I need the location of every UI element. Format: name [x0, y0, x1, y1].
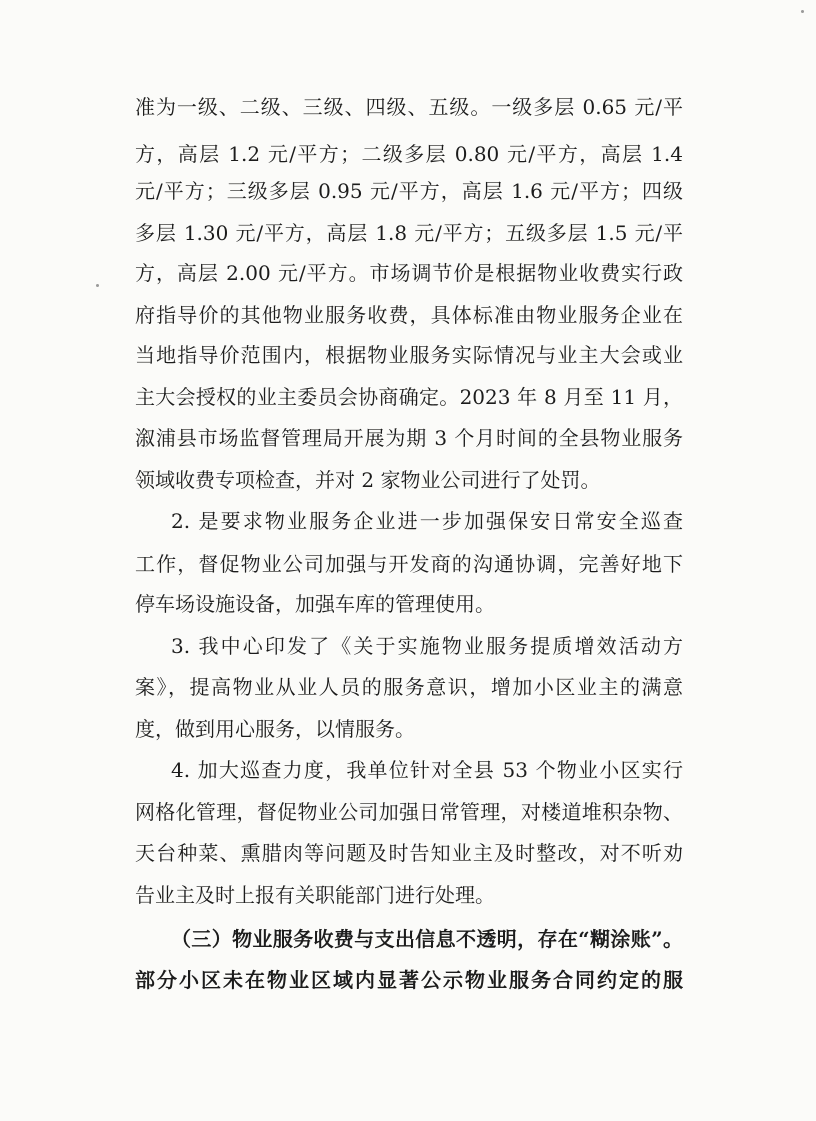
text-line: 方，高层 2.00 元/平方。市场调节价是根据物业收费实行政 [135, 261, 683, 285]
text-line: 3. 我中心印发了《关于实施物业服务提质增效活动方 [171, 634, 683, 658]
text-line: 府指导价的其他物业服务收费，具体标准由物业服务企业在 [135, 303, 683, 327]
text-line: 网格化管理，督促物业公司加强日常管理，对楼道堆积杂物、 [135, 800, 683, 824]
text-line: 工作，督促物业公司加强与开发商的沟通协调，完善好地下 [135, 552, 683, 576]
text-line: 2. 是要求物业服务企业进一步加强保安日常安全巡查 [171, 509, 683, 533]
text-line: 停车场设施设备，加强车库的管理使用。 [135, 592, 495, 616]
text-line: 溆浦县市场监督管理局开展为期 3 个月时间的全县物业服务 [135, 426, 683, 450]
text-line: 天台种菜、熏腊肉等问题及时告知业主及时整改，对不听劝 [135, 841, 683, 865]
text-line: 元/平方；三级多层 0.95 元/平方，高层 1.6 元/平方；四级 [135, 179, 683, 203]
text-line: 4. 加大巡查力度，我单位针对全县 53 个物业小区实行 [171, 758, 683, 782]
scan-speck [96, 284, 99, 287]
text-line: 部分小区未在物业区域内显著公示物业服务合同约定的服 [135, 968, 683, 992]
text-line: 告业主及时上报有关职能部门进行处理。 [135, 883, 495, 907]
text-line: 领域收费专项检查，并对 2 家物业公司进行了处罚。 [135, 468, 601, 492]
text-line: 度，做到用心服务，以情服务。 [135, 717, 415, 741]
section-heading: （三）物业服务收费与支出信息不透明，存在“糊涂账”。 [171, 927, 683, 951]
text-line: 方，高层 1.2 元/平方；二级多层 0.80 元/平方，高层 1.4 [135, 142, 683, 166]
text-line: 主大会授权的业主委员会协商确定。2023 年 8 月至 11 月， [135, 385, 683, 409]
scan-speck [801, 10, 804, 13]
text-line: 准为一级、二级、三级、四级、五级。一级多层 0.65 元/平 [135, 95, 683, 119]
text-line: 案》，提高物业从业人员的服务意识，增加小区业主的满意 [135, 675, 683, 699]
text-line: 当地指导价范围内，根据物业服务实际情况与业主大会或业 [135, 343, 683, 367]
text-line: 多层 1.30 元/平方，高层 1.8 元/平方；五级多层 1.5 元/平 [135, 221, 683, 245]
